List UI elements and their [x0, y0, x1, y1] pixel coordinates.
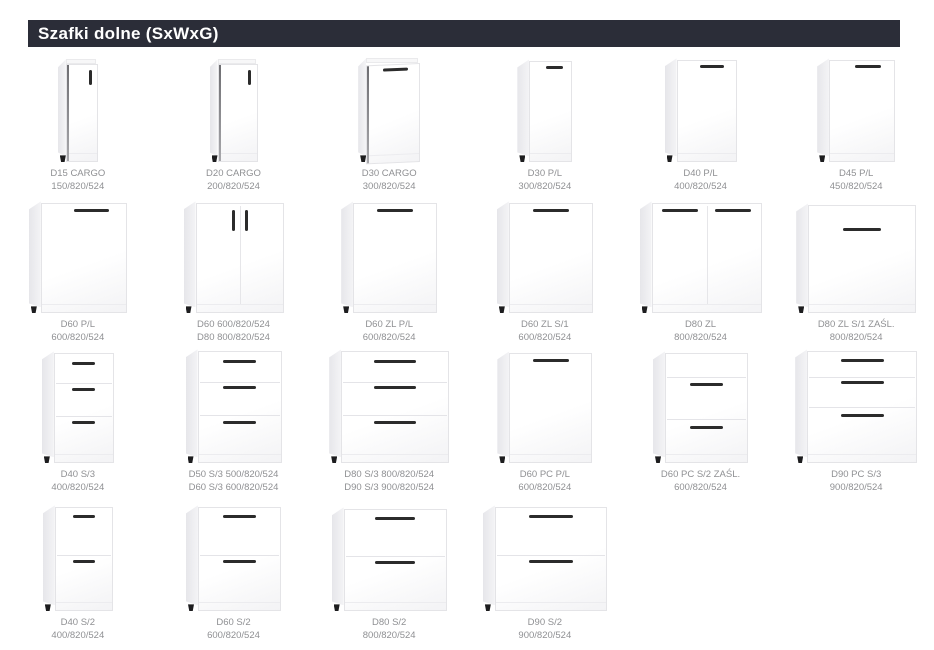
cabinet-handle	[715, 209, 751, 212]
cabinet-front	[665, 353, 748, 463]
cabinet-handle	[841, 359, 884, 362]
plinth-line	[55, 454, 113, 455]
cabinet-handle	[374, 386, 416, 389]
cabinet-handle	[529, 515, 573, 518]
cabinet-front	[807, 351, 917, 463]
cabinet-graphic-drw2	[483, 505, 607, 611]
cabinet-label	[518, 469, 571, 494]
cabinet-handle	[72, 421, 95, 424]
cabinet-foot	[188, 456, 194, 463]
cabinet-handle	[89, 70, 92, 85]
cabinet-graphic-double-h	[640, 201, 762, 313]
cabinet-row	[0, 196, 934, 347]
cabinet-front	[495, 507, 607, 611]
cabinet-side-panel	[640, 201, 652, 307]
door-seam	[240, 206, 241, 304]
cabinet-handle	[232, 210, 235, 232]
cabinet-side-panel	[517, 59, 529, 156]
cabinet-graphic-door-r	[665, 58, 737, 162]
cabinet-label-line: D30 P/L	[527, 168, 562, 180]
cabinet-foot	[44, 456, 50, 463]
cabinet-label-line: 600/820/524	[51, 331, 105, 343]
plinth-line	[808, 454, 916, 455]
cabinet-handle	[245, 210, 248, 232]
plinth-line	[199, 454, 281, 455]
cabinet-label	[363, 319, 416, 344]
cabinet-handle	[841, 414, 884, 417]
cabinet-front	[509, 353, 592, 463]
cabinet-label-line: D60 ZL P/L	[365, 319, 414, 331]
cabinet-label-line: 800/820/524	[674, 331, 727, 343]
cabinet-grid	[0, 50, 934, 645]
cabinet-foot	[499, 306, 505, 313]
cabinet-item	[156, 196, 312, 347]
cabinet-label	[674, 319, 727, 344]
cabinet-handle	[74, 209, 109, 212]
cabinet-label-line: D30 CARGO	[361, 168, 417, 180]
cabinet-handle	[73, 560, 95, 563]
cabinet-foot	[519, 155, 525, 162]
cabinet-item	[467, 497, 623, 645]
cabinet-item	[623, 347, 779, 497]
cabinet-front	[41, 203, 127, 313]
cabinet-label-line: D60 PC P/L	[519, 469, 570, 481]
plinth-line	[197, 304, 283, 305]
cabinet-foot	[667, 155, 673, 162]
cabinet-graphic-drw2	[43, 505, 113, 611]
drawer-seam	[200, 415, 280, 416]
plinth-line	[67, 153, 97, 154]
cabinet-handle	[700, 65, 724, 68]
cabinet-label-line: D80 ZL	[684, 319, 717, 331]
cabinet-label-line: D40 S/2	[60, 617, 95, 629]
cabinet-side-panel	[186, 349, 198, 457]
cabinet-side-panel	[341, 201, 353, 307]
cabinet-handle	[375, 517, 415, 520]
cabinet-side-panel	[210, 59, 218, 156]
drawer-seam	[667, 377, 746, 378]
cabinet-handle	[533, 359, 569, 362]
cabinet-handle	[843, 228, 881, 231]
plinth-line	[510, 304, 592, 305]
plinth-line	[42, 304, 126, 305]
cabinet-graphic-panel2	[653, 351, 748, 463]
cabinet-item	[467, 196, 623, 347]
cabinet-graphic-drw2	[186, 505, 281, 611]
drawer-seam	[343, 415, 447, 416]
cabinet-front	[341, 351, 449, 463]
cabinet-foot	[499, 456, 505, 463]
cabinet-graphic-door-r	[517, 59, 572, 162]
cabinet-front	[66, 64, 98, 162]
cabinet-side-panel	[58, 59, 66, 156]
cabinet-row	[0, 347, 934, 497]
cabinet-label-line: 900/820/524	[829, 481, 883, 493]
door-gap	[219, 65, 221, 161]
cabinet-foot	[798, 306, 804, 313]
cabinet-front	[344, 509, 447, 611]
cabinet-foot	[642, 306, 648, 313]
cabinet-label-line: D80 S/2	[372, 617, 407, 629]
cabinet-side-panel	[184, 201, 196, 307]
cabinet-label	[344, 469, 434, 494]
cabinet-label-line: D80 800/820/524	[197, 331, 270, 343]
door-seam	[707, 206, 708, 304]
cabinet-front	[652, 203, 762, 313]
cabinet-handle	[223, 360, 256, 363]
cabinet-item	[311, 497, 467, 645]
plinth-line	[354, 304, 436, 305]
cabinet-item	[623, 196, 779, 347]
cabinet-item	[467, 347, 623, 497]
cabinet-item	[623, 50, 779, 196]
cabinet-label	[206, 168, 261, 193]
cabinet-side-panel	[817, 58, 829, 156]
cabinet-label-line: D90 PC S/3	[831, 469, 882, 481]
cabinet-side-panel	[665, 58, 677, 156]
cabinet-side-panel	[795, 349, 807, 457]
cabinet-label-line: 400/820/524	[674, 180, 727, 192]
cabinet-label-line: D15 CARGO	[50, 168, 106, 180]
cabinet-graphic-drw3	[329, 349, 449, 463]
cabinet-foot	[655, 456, 661, 463]
cabinet-label-line: D60 600/820/524	[197, 319, 270, 331]
door-gap	[67, 65, 69, 161]
cabinet-label-line: 400/820/524	[51, 629, 105, 641]
cabinet-front	[196, 203, 284, 313]
cabinet-front	[353, 203, 437, 313]
cabinet-label-line: D60 P/L	[60, 319, 95, 331]
cabinet-label-line: 900/820/524	[518, 629, 572, 641]
cabinet-label	[518, 168, 571, 193]
cabinet-handle	[73, 515, 95, 518]
plinth-line	[666, 454, 747, 455]
cabinet-foot	[485, 604, 491, 611]
cabinet-handle	[374, 360, 416, 363]
cabinet-item	[0, 50, 156, 196]
plinth-line	[653, 304, 761, 305]
plinth-line	[678, 153, 736, 154]
cabinet-label-line: D40 P/L	[683, 168, 718, 180]
drawer-seam	[809, 377, 915, 378]
cabinet-label	[674, 168, 727, 193]
cabinet-foot	[797, 456, 803, 463]
plinth-line	[830, 153, 894, 154]
cabinet-graphic-drw2	[332, 507, 447, 611]
cabinet-graphic-drw3	[186, 349, 282, 463]
cabinet-graphic-door-c	[341, 201, 437, 313]
drawer-seam	[200, 555, 279, 556]
plinth-line	[345, 602, 446, 603]
cabinet-front	[808, 205, 916, 313]
cabinet-label	[51, 319, 104, 344]
cabinet-item	[778, 497, 934, 645]
cabinet-side-panel	[358, 58, 366, 156]
page-title: Szafki dolne (SxWxG)	[38, 23, 219, 43]
cabinet-label-line: D40 S/3	[60, 469, 95, 481]
cabinet-graphic-door-c	[497, 201, 593, 313]
cabinet-label	[207, 617, 260, 642]
cabinet-foot	[186, 306, 192, 313]
cabinet-item	[0, 347, 156, 497]
cabinet-label-line: 300/820/524	[362, 180, 416, 192]
page-title-bar	[28, 20, 900, 47]
cabinet-item	[311, 50, 467, 196]
cabinet-label	[363, 617, 416, 642]
cabinet-handle	[374, 421, 416, 424]
cabinet-label-line: D60 S/3 600/820/524	[188, 481, 279, 493]
cabinet-label-line: 300/820/524	[518, 180, 572, 192]
cabinet-label-line: D90 S/3 900/820/524	[344, 481, 435, 493]
cabinet-item	[778, 50, 934, 196]
cabinet-label-line: D20 CARGO	[206, 168, 261, 180]
cabinet-label-line: 200/820/524	[207, 180, 260, 192]
cabinet-handle	[72, 388, 95, 391]
cabinet-graphic-door-r	[817, 58, 895, 162]
cabinet-side-panel	[43, 505, 55, 605]
cabinet-foot	[45, 604, 51, 611]
cabinet-side-panel	[483, 505, 495, 605]
cabinet-handle	[223, 515, 255, 518]
cabinet-row	[0, 497, 934, 645]
cabinet-graphic-drw3	[42, 351, 114, 463]
cabinet-side-panel	[653, 351, 665, 457]
cabinet-top-panel	[366, 58, 418, 63]
cabinet-handle	[223, 421, 256, 424]
cabinet-label-line: D60 S/2	[216, 617, 251, 629]
cabinet-front	[677, 60, 737, 162]
cabinet-handle	[383, 68, 408, 72]
plinth-line	[367, 153, 419, 156]
cabinet-handle	[529, 560, 573, 563]
cabinet-label-line: D90 S/2	[527, 617, 562, 629]
cabinet-side-panel	[29, 201, 41, 307]
cabinet-front	[529, 61, 572, 162]
cabinet-handle	[223, 560, 255, 563]
cabinet-handle	[662, 209, 698, 212]
cabinet-label-line: 450/820/524	[829, 180, 883, 192]
cabinet-label	[197, 319, 270, 344]
plinth-line	[530, 153, 571, 154]
door-gap	[367, 67, 369, 164]
cabinet-label-line: D45 P/L	[839, 168, 874, 180]
cabinet-label	[51, 617, 104, 642]
drawer-seam	[343, 382, 447, 383]
cabinet-label	[189, 469, 279, 494]
cabinet-side-panel	[186, 505, 198, 605]
cabinet-front	[509, 203, 593, 313]
cabinet-top-panel	[66, 59, 96, 64]
cabinet-label	[518, 319, 571, 344]
cabinet-side-panel	[329, 349, 341, 457]
cabinet-item	[156, 50, 312, 196]
plinth-line	[219, 153, 257, 154]
cabinet-front	[218, 64, 258, 162]
cabinet-foot	[331, 456, 337, 463]
cabinet-label-line: 600/820/524	[518, 331, 572, 343]
cabinet-handle	[690, 383, 722, 386]
cabinet-label-line: 600/820/524	[518, 481, 572, 493]
cabinet-label-line: 800/820/524	[829, 331, 883, 343]
drawer-seam	[809, 407, 915, 408]
cabinet-item	[778, 196, 934, 347]
cabinet-label-line: 600/820/524	[362, 331, 416, 343]
drawer-seam	[497, 555, 605, 556]
cabinet-front	[55, 507, 113, 611]
cabinet-label-line: 150/820/524	[51, 180, 105, 192]
cabinet-handle	[841, 381, 884, 384]
cabinet-top-panel	[218, 59, 256, 64]
cabinet-item	[311, 196, 467, 347]
cabinet-front	[198, 507, 281, 611]
cabinet-label-line: 800/820/524	[362, 629, 416, 641]
cabinet-label-line: 600/820/524	[207, 629, 260, 641]
cabinet-foot	[188, 604, 194, 611]
cabinet-graphic-cargo-open	[358, 58, 420, 162]
cabinet-front	[366, 63, 420, 164]
drawer-seam	[57, 555, 111, 556]
drawer-seam	[56, 383, 112, 384]
cabinet-item	[0, 196, 156, 347]
cabinet-label	[51, 469, 104, 494]
cabinet-item	[311, 347, 467, 497]
plinth-line	[199, 602, 280, 603]
cabinet-graphic-cargo	[58, 59, 98, 162]
cabinet-label	[661, 469, 740, 494]
cabinet-graphic-drw3pc	[795, 349, 917, 463]
cabinet-label	[518, 617, 571, 642]
cabinet-handle	[690, 426, 722, 429]
cabinet-handle	[375, 561, 415, 564]
cabinet-handle	[248, 70, 251, 85]
cabinet-front	[54, 353, 114, 463]
cabinet-label	[830, 168, 883, 193]
cabinet-item	[156, 497, 312, 645]
cabinet-handle	[546, 66, 563, 69]
cabinet-side-panel	[497, 201, 509, 307]
cabinet-label	[362, 168, 417, 193]
cabinet-side-panel	[332, 507, 344, 605]
cabinet-front	[198, 351, 282, 463]
cabinet-graphic-door-c	[497, 351, 592, 463]
plinth-line	[809, 304, 915, 305]
cabinet-graphic-double-v	[184, 201, 284, 313]
cabinet-graphic-blank-c	[796, 203, 916, 313]
cabinet-label-line: D50 S/3 500/820/524	[188, 469, 279, 481]
cabinet-label	[818, 319, 895, 344]
cabinet-handle	[855, 65, 882, 68]
cabinet-side-panel	[796, 203, 808, 307]
cabinet-foot	[343, 306, 349, 313]
cabinet-handle	[533, 209, 569, 212]
cabinet-graphic-cargo	[210, 59, 258, 162]
cabinet-handle	[223, 386, 256, 389]
cabinet-label-line: 400/820/524	[51, 481, 105, 493]
drawer-seam	[667, 419, 746, 420]
drawer-seam	[346, 556, 445, 557]
cabinet-label	[50, 168, 105, 193]
cabinet-item	[623, 497, 779, 645]
cabinet-label-line: D60 PC S/2 ZAŚL.	[660, 469, 741, 481]
cabinet-item	[0, 497, 156, 645]
cabinet-handle	[377, 209, 413, 212]
plinth-line	[510, 454, 591, 455]
cabinet-foot	[334, 604, 340, 611]
cabinet-label-line: 600/820/524	[674, 481, 727, 493]
cabinet-graphic-door-r	[29, 201, 127, 313]
cabinet-side-panel	[497, 351, 509, 457]
plinth-line	[342, 454, 448, 455]
cabinet-foot	[819, 155, 825, 162]
drawer-seam	[56, 416, 112, 417]
drawer-seam	[200, 382, 280, 383]
cabinet-item	[778, 347, 934, 497]
cabinet-item	[156, 347, 312, 497]
cabinet-side-panel	[42, 351, 54, 457]
cabinet-label	[830, 469, 883, 494]
cabinet-label-line: D80 S/3 800/820/524	[344, 469, 435, 481]
cabinet-foot	[31, 306, 37, 313]
cabinet-row	[0, 50, 934, 196]
cabinet-item	[467, 50, 623, 196]
cabinet-handle	[72, 362, 95, 365]
plinth-line	[496, 602, 606, 603]
cabinet-label-line: D60 ZL S/1	[520, 319, 569, 331]
cabinet-front	[829, 60, 895, 162]
cabinet-label-line: D80 ZL S/1 ZAŚL.	[817, 319, 895, 331]
plinth-line	[56, 602, 112, 603]
